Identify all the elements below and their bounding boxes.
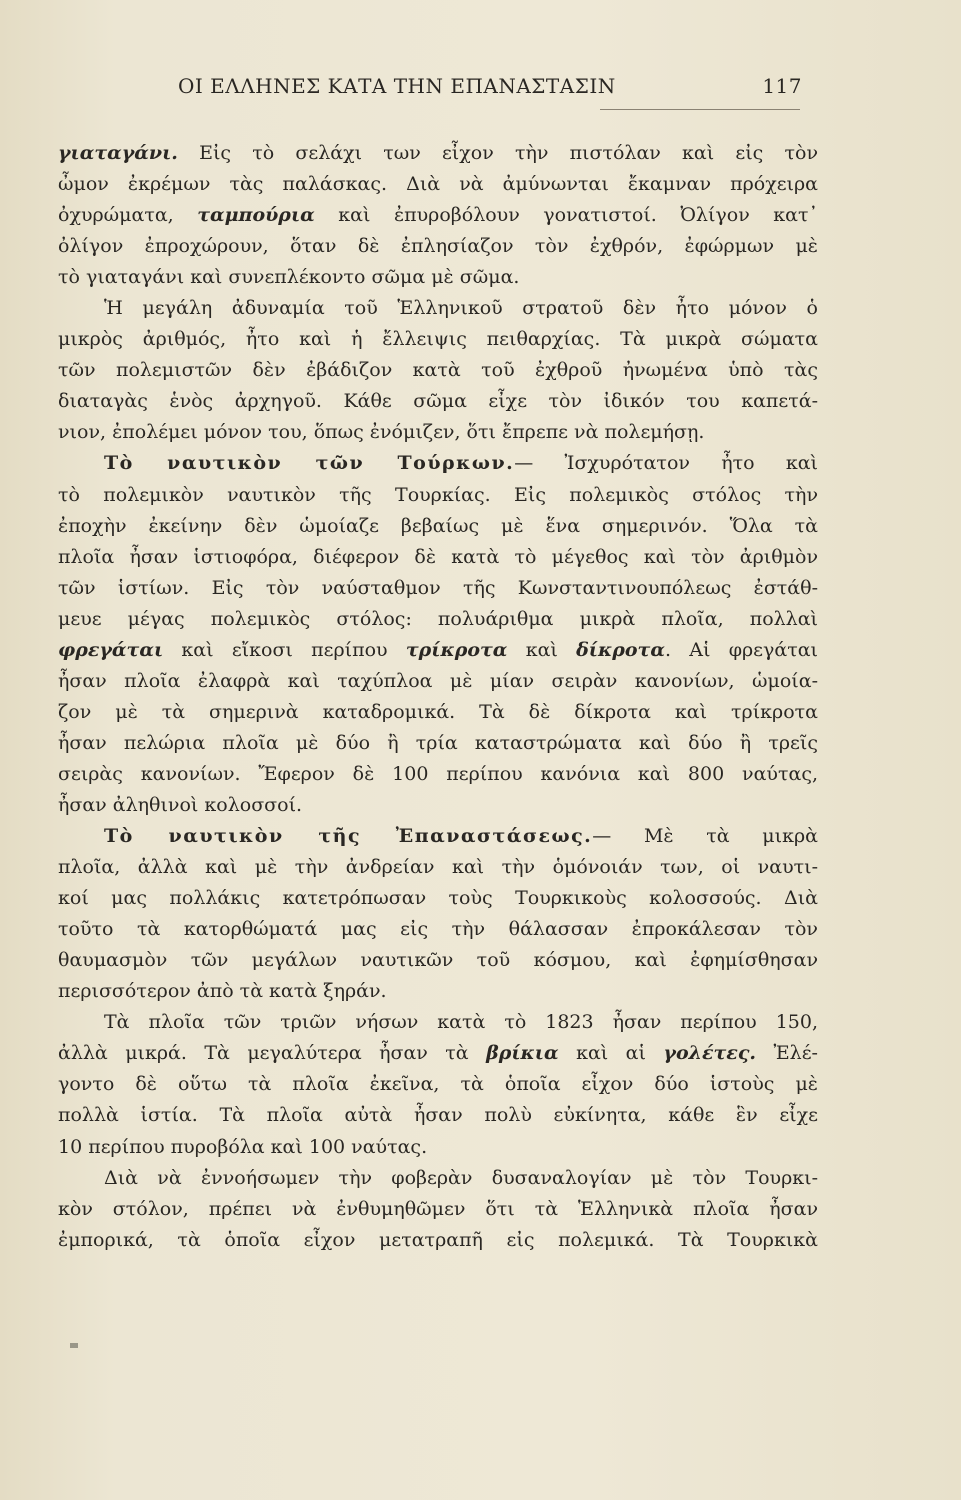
text-line: σειρὰς κανονίων. Ἔφερον δὲ 100 περίπου κανόνια καὶ 800 ναύτας, bbox=[58, 762, 818, 785]
subheading: Τὸ ναυτικὸν τῆς Ἐπαναστάσεως. bbox=[104, 825, 593, 848]
text-line: ὀλίγον ἐπροχώρουν, ὅταν δὲ ἐπλησίαζον τὸν ἐχθρόν, ἐφώρμων μὲ bbox=[58, 235, 818, 258]
text-line: κοί μας πολλάκις κατετρόπωσαν τοὺς Τουρκικοὺς κολοσσούς. Διὰ bbox=[58, 887, 818, 910]
text-line: κὸν στόλον, πρέπει νὰ ἐνθυμηθῶμεν ὅτι τὰ Ἑλληνικὰ πλοῖα ἦσαν bbox=[58, 1197, 818, 1220]
text-line: ἐμπορικά, τὰ ὁποῖα εἶχον μετατραπῆ εἰς πολεμικά. Τὰ Τουρκικὰ bbox=[58, 1228, 818, 1251]
section-heading-revolution-navy: Τὸ ναυτικὸν τῆς Ἐπαναστάσεως.— Μὲ τὰ μικρὰ bbox=[104, 825, 818, 848]
text-line: μικρὸς ἀριθμός, ἦτο καὶ ἡ ἔλλειψις πειθαρχίας. Τὰ μικρὰ σώματα bbox=[58, 328, 818, 351]
text-line: γοντο δὲ οὕτω τὰ πλοῖα ἐκεῖνα, τὰ ὁποῖα εἶχον δύο ἱστοὺς μὲ bbox=[58, 1073, 818, 1096]
text-line: πολλὰ ἱστία. Τὰ πλοῖα αὐτὰ ἦσαν πολὺ εὐκίνητα, κάθε ἓν εἶχε bbox=[58, 1104, 818, 1127]
text-line: πλοῖα ἦσαν ἱστιοφόρα, διέφερον δὲ κατὰ τὸ μέγεθος καὶ τὸν ἀριθμὸν bbox=[58, 545, 818, 568]
ink-blot bbox=[70, 1343, 78, 1348]
text-line: ἦσαν πλοῖα ἐλαφρὰ καὶ ταχύπλοα μὲ μίαν σειρὰν κανονίων, ὡμοία- bbox=[58, 669, 818, 692]
text-line: ὦμον ἐκρέμων τὰς παλάσκας. Διὰ νὰ ἀμύνωνται ἔκαμναν πρόχειρα bbox=[58, 173, 818, 196]
text-line: φρεγάται καὶ εἴκοσι περίπου τρίκροτα καὶ δίκροτα. Αἱ φρεγάται bbox=[58, 638, 818, 661]
paragraph-start: Ἡ μεγάλη ἀδυναμία τοῦ Ἑλληνικοῦ στρατοῦ δὲν ἦτο μόνον ὁ bbox=[104, 297, 818, 320]
text-line: τῶν ἱστίων. Εἰς τὸν ναύσταθμον τῆς Κωνσταντινουπόλεως ἐστάθ- bbox=[58, 576, 818, 599]
text-line: περισσότερον ἀπὸ τὰ κατὰ ξηράν. bbox=[58, 980, 387, 1003]
section-heading-turkish-navy: Τὸ ναυτικὸν τῶν Τούρκων.— Ἰσχυρότατον ἦτο καὶ bbox=[104, 452, 818, 475]
text-line: τοῦτο τὰ κατορθώματά μας εἰς τὴν θάλασσαν ἐπροκάλεσαν τὸν bbox=[58, 918, 818, 941]
page-number: 117 bbox=[762, 74, 802, 98]
body-text bbox=[58, 138, 818, 1256]
running-head-title: ΟΙ ΕΛΛΗΝΕΣ ΚΑΤΑ ΤΗΝ ΕΠΑΝΑΣΤΑΣΙΝ bbox=[178, 74, 616, 98]
text-line: ἐποχὴν ἐκείνην δὲν ὡμοίαζε βεβαίως μὲ ἕνα σημερινόν. Ὅλα τὰ bbox=[58, 514, 818, 537]
paragraph-start: Διὰ νὰ ἐννοήσωμεν τὴν φοβερὰν δυσαναλογίαν μὲ τὸν Τουρκι- bbox=[104, 1166, 818, 1189]
text-line: ἀλλὰ μικρά. Τὰ μεγαλύτερα ἦσαν τὰ βρίκια καὶ αἱ γολέτες. Ἐλέ- bbox=[58, 1042, 818, 1065]
header-rule bbox=[600, 109, 800, 110]
text-line: ἦσαν πελώρια πλοῖα μὲ δύο ἢ τρία καταστρώματα καὶ δύο ἢ τρεῖς bbox=[58, 731, 818, 754]
text-line: ὀχυρώματα, ταμπούρια καὶ ἐπυροβόλουν γονατιστοί. Ὀλίγον κατ᾽ bbox=[58, 204, 818, 227]
text-line: ζον μὲ τὰ σημερινὰ καταδρομικά. Τὰ δὲ δίκροτα καὶ τρίκροτα bbox=[58, 700, 818, 723]
text-line: γιαταγάνι. Εἰς τὸ σελάχι των εἶχον τὴν πιστόλαν καὶ εἰς τὸν bbox=[58, 142, 818, 164]
text-line: διαταγὰς ἑνὸς ἀρχηγοῦ. Κάθε σῶμα εἶχε τὸν ἰδικόν του καπετά- bbox=[58, 390, 818, 413]
text-line: τῶν πολεμιστῶν δὲν ἐβάδιζον κατὰ τοῦ ἐχθροῦ ἠνωμένα ὑπὸ τὰς bbox=[58, 359, 818, 382]
paragraph-start: Τὰ πλοῖα τῶν τριῶν νήσων κατὰ τὸ 1823 ἦσαν περίπου 150, bbox=[104, 1011, 818, 1034]
subheading: Τὸ ναυτικὸν τῶν Τούρκων. bbox=[104, 452, 515, 475]
text-line: πλοῖα, ἀλλὰ καὶ μὲ τὴν ἀνδρείαν καὶ τὴν ὁμόνοιάν των, οἱ ναυτι- bbox=[58, 856, 818, 879]
text-line: τὸ γιαταγάνι καὶ συνεπλέκοντο σῶμα μὲ σῶμα. bbox=[58, 266, 520, 289]
text-line: 10 περίπου πυροβόλα καὶ 100 ναύτας. bbox=[58, 1135, 428, 1158]
text-line: θαυμασμὸν τῶν μεγάλων ναυτικῶν τοῦ κόσμου, καὶ ἐφημίσθησαν bbox=[58, 949, 818, 972]
text-line: νιον, ἐπολέμει μόνον του, ὅπως ἐνόμιζεν, ὅτι ἔπρεπε νὰ πολεμήσῃ. bbox=[58, 421, 705, 444]
text-line: μευε μέγας πολεμικὸς στόλος: πολυάριθμα μικρὰ πλοῖα, πολλαὶ bbox=[58, 607, 818, 630]
text-line: τὸ πολεμικὸν ναυτικὸν τῆς Τουρκίας. Εἰς πολεμικὸς στόλος τὴν bbox=[58, 483, 818, 506]
text-line: ἦσαν ἀληθινοὶ κολοσσοί. bbox=[58, 793, 303, 816]
